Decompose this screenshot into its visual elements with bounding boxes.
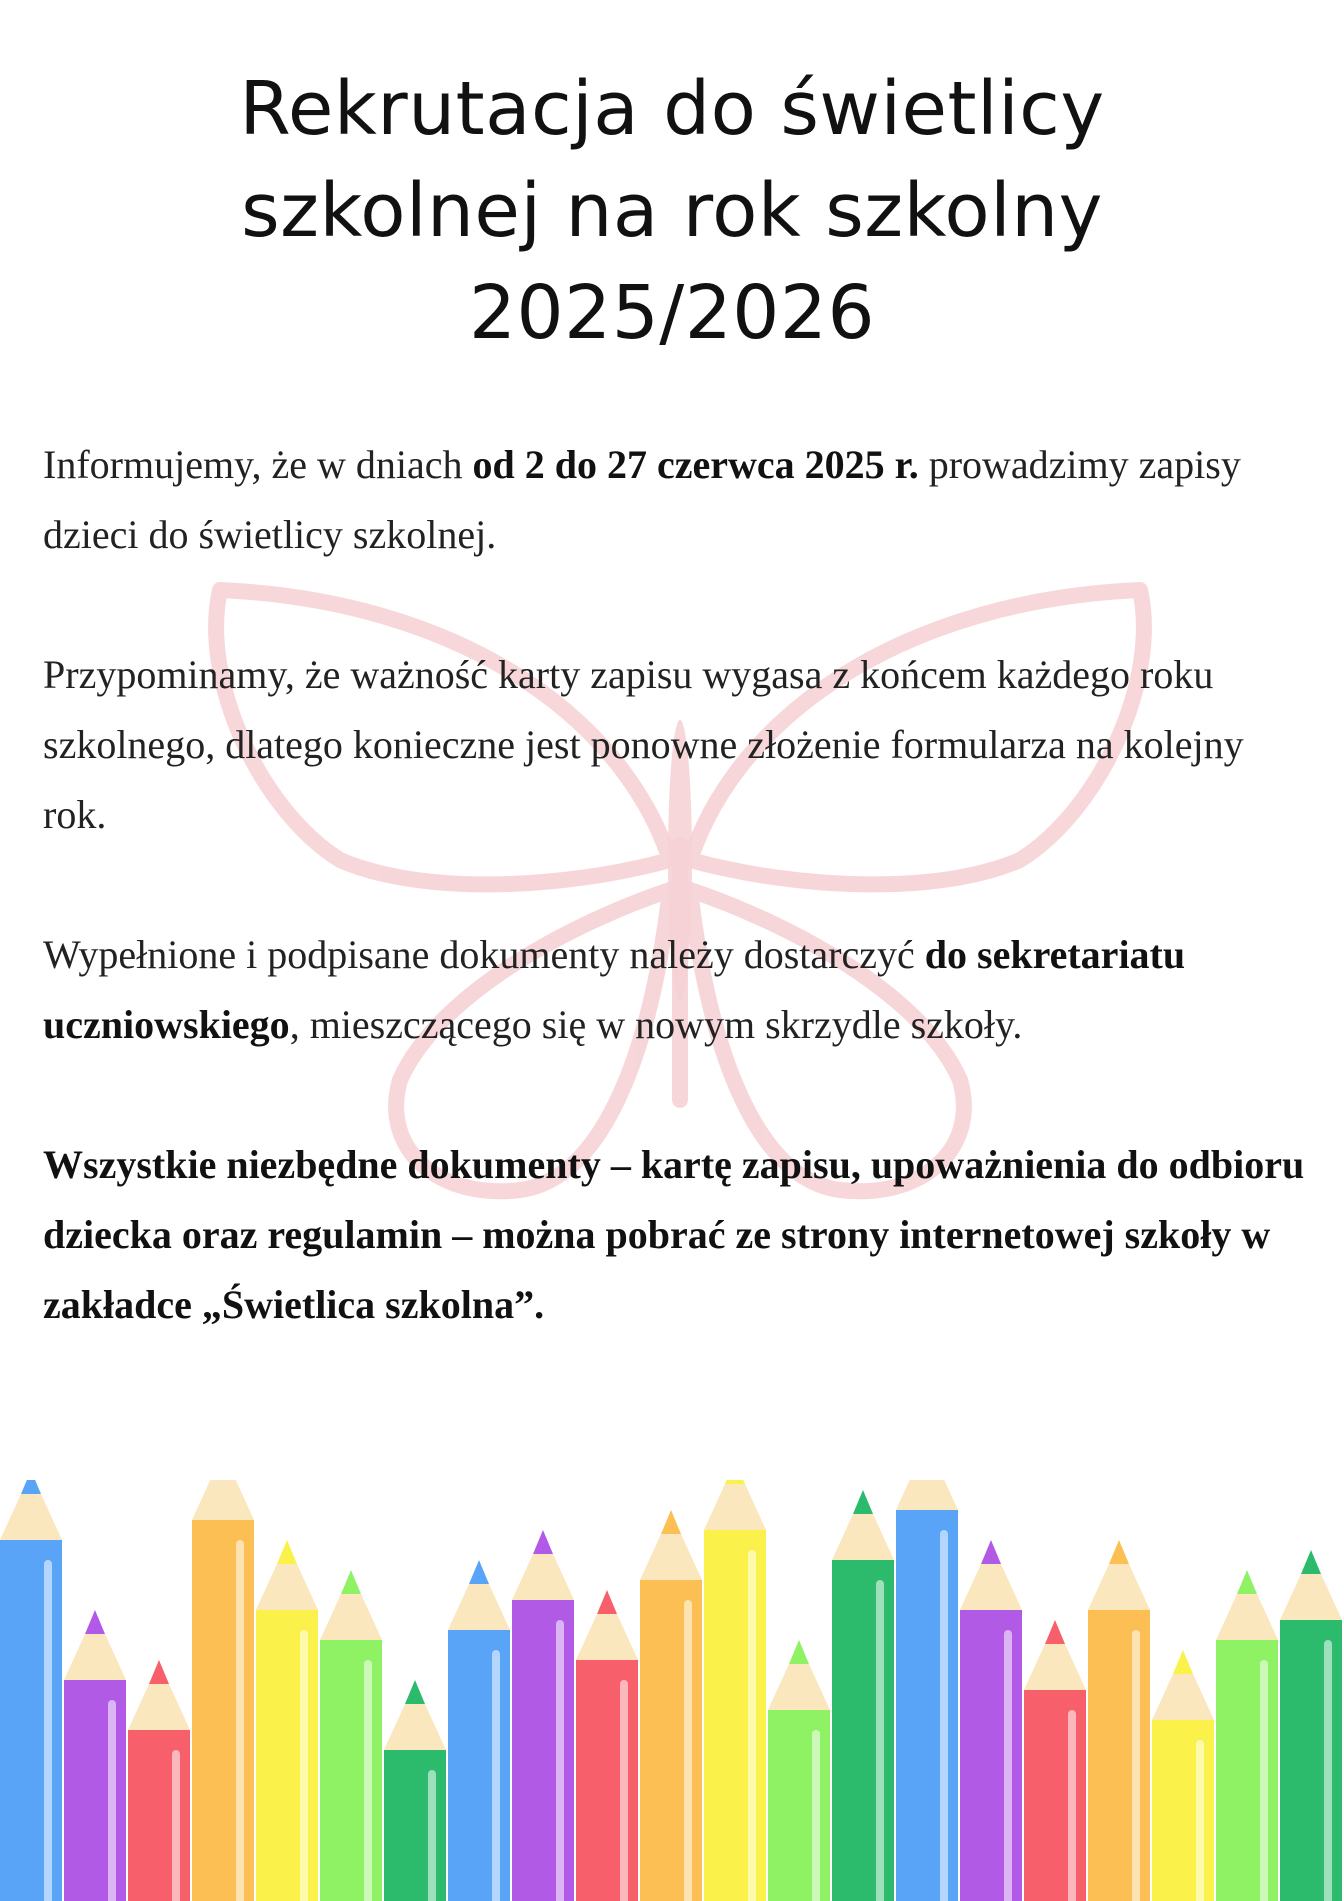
paragraph-dates-before: Informujemy, że w dniach — [43, 442, 473, 487]
paragraph-delivery-before: Wypełnione i podpisane dokumenty należy dostarczyć — [43, 932, 925, 977]
pencil-body — [0, 1540, 62, 1901]
pencil-shine — [1196, 1740, 1204, 1901]
pencil-tip — [405, 1680, 425, 1704]
pencil-wood — [64, 1634, 126, 1680]
pencil-wood — [1216, 1594, 1278, 1640]
pencil-9 — [512, 1530, 574, 1901]
pencil-21 — [1280, 1550, 1342, 1901]
pencil-shine — [748, 1550, 756, 1901]
paragraph-dates-after: prowadzimy zapisy dzieci do świetlicy szkolnej. — [43, 442, 1241, 557]
pencil-body — [960, 1610, 1022, 1901]
paragraph-delivery — [43, 920, 1308, 1060]
pencil-wood — [128, 1684, 190, 1730]
pencil-wood — [512, 1554, 574, 1600]
pencil-tip — [981, 1540, 1001, 1564]
pencil-shine — [812, 1730, 820, 1901]
pencil-wood — [192, 1480, 254, 1520]
pencil-tip — [1109, 1540, 1129, 1564]
pencil-8 — [448, 1560, 510, 1901]
pencil-shine — [108, 1700, 116, 1901]
pencil-4 — [192, 1480, 254, 1901]
pencil-tip — [1237, 1570, 1257, 1594]
pencil-15 — [896, 1480, 958, 1901]
pencil-tip — [661, 1510, 681, 1534]
pencil-shine — [1132, 1630, 1140, 1901]
pencil-wood — [256, 1564, 318, 1610]
pencil-body — [128, 1730, 190, 1901]
pencil-wood — [960, 1564, 1022, 1610]
pencil-13 — [768, 1640, 830, 1901]
pencil-2 — [64, 1610, 126, 1901]
pencil-body — [640, 1580, 702, 1901]
pencil-tip — [277, 1540, 297, 1564]
paragraph-delivery-after: , mieszczącego się w nowym skrzydle szkoły. — [289, 1002, 1023, 1047]
pencil-body — [1088, 1610, 1150, 1901]
pencil-shine — [1260, 1660, 1268, 1901]
pencil-shine — [1068, 1710, 1076, 1901]
pencil-shine — [556, 1620, 564, 1901]
pencil-body — [448, 1630, 510, 1901]
pencil-body — [192, 1520, 254, 1901]
pencil-tip — [85, 1610, 105, 1634]
pencil-shine — [684, 1600, 692, 1901]
paragraph-delivery-bold: do sekretariatu uczniowskiego — [43, 932, 1186, 1047]
pencil-body — [256, 1610, 318, 1901]
pencil-wood — [640, 1534, 702, 1580]
pencil-body — [1024, 1690, 1086, 1901]
pencil-body — [768, 1710, 830, 1901]
paragraph-validity: Przypominamy, że ważność karty zapisu wygasa z końcem każdego roku szkolnego, dlatego konieczne jest ponowne złożenie formularza na kolejny rok. — [43, 652, 1244, 837]
pencil-shine — [172, 1750, 180, 1901]
pencil-shine — [300, 1630, 308, 1901]
pencil-tip — [853, 1490, 873, 1514]
pencil-wood — [1280, 1574, 1342, 1620]
pencil-body — [576, 1660, 638, 1901]
pencil-tip — [149, 1660, 169, 1684]
pencil-body — [1216, 1640, 1278, 1901]
pencil-shine — [428, 1770, 436, 1901]
pencil-shine — [1324, 1640, 1332, 1901]
pencil-shine — [620, 1680, 628, 1901]
pencil-shine — [940, 1530, 948, 1901]
pencil-tip — [533, 1530, 553, 1554]
pencil-6 — [320, 1570, 382, 1901]
pencil-body — [896, 1510, 958, 1901]
pencil-wood — [896, 1480, 958, 1510]
title-line-3: 2025/2026 — [468, 270, 876, 356]
pencil-body — [64, 1680, 126, 1901]
pencil-wood — [832, 1514, 894, 1560]
pencil-shine — [876, 1580, 884, 1901]
pencil-1 — [0, 1480, 62, 1901]
pencil-tip — [1301, 1550, 1321, 1574]
pencil-wood — [1088, 1564, 1150, 1610]
pencil-body — [512, 1600, 574, 1901]
pencil-wood — [1152, 1674, 1214, 1720]
pencil-shine — [236, 1540, 244, 1901]
title-line-1: Rekrutacja do świetlicy — [239, 66, 1105, 152]
pencil-tip — [469, 1560, 489, 1584]
pencil-tip — [21, 1480, 41, 1494]
title-line-2: szkolnej na rok szkolny — [241, 168, 1103, 254]
pencil-tip — [1045, 1620, 1065, 1644]
pencil-tip — [1173, 1650, 1193, 1674]
pencil-body — [1152, 1720, 1214, 1901]
pencil-20 — [1216, 1570, 1278, 1901]
pencil-12 — [704, 1480, 766, 1901]
pencil-shine — [1004, 1630, 1012, 1901]
page-title — [0, 58, 1344, 364]
pencil-body — [320, 1640, 382, 1901]
pencil-tip — [597, 1590, 617, 1614]
pencil-body — [384, 1750, 446, 1901]
pencil-3 — [128, 1660, 190, 1901]
pencil-wood — [0, 1494, 62, 1540]
paragraph-documents: Wszystkie niezbędne dokumenty – kartę zapisu, upoważnienia do odbioru dziecka oraz regulamin – można pobrać ze strony internetowej szkoły w zakładce „Świetlica szkolna”. — [43, 1142, 1305, 1327]
pencil-16 — [960, 1540, 1022, 1901]
pencil-10 — [576, 1590, 638, 1901]
pencil-shine — [364, 1660, 372, 1901]
pencil-17 — [1024, 1620, 1086, 1901]
pencil-wood — [384, 1704, 446, 1750]
pencil-5 — [256, 1540, 318, 1901]
pencil-wood — [704, 1484, 766, 1530]
paragraph-dates — [43, 430, 1308, 570]
paragraph-dates-bold: od 2 do 27 czerwca 2025 r. — [472, 442, 919, 487]
pencil-11 — [640, 1510, 702, 1901]
announcement-body — [43, 430, 1308, 1410]
pencil-wood — [448, 1584, 510, 1630]
pencil-tip — [789, 1640, 809, 1664]
pencil-wood — [320, 1594, 382, 1640]
pencils-decoration — [0, 1480, 1344, 1901]
pencil-wood — [1024, 1644, 1086, 1690]
pencil-body — [832, 1560, 894, 1901]
pencil-tip — [341, 1570, 361, 1594]
pencil-wood — [576, 1614, 638, 1660]
pencil-body — [1280, 1620, 1342, 1901]
pencil-shine — [44, 1560, 52, 1901]
pencil-19 — [1152, 1650, 1214, 1901]
pencil-18 — [1088, 1540, 1150, 1901]
pencil-7 — [384, 1680, 446, 1901]
pencil-tip — [725, 1480, 745, 1484]
pencil-shine — [492, 1650, 500, 1901]
pencil-14 — [832, 1490, 894, 1901]
pencil-body — [704, 1530, 766, 1901]
pencil-wood — [768, 1664, 830, 1710]
